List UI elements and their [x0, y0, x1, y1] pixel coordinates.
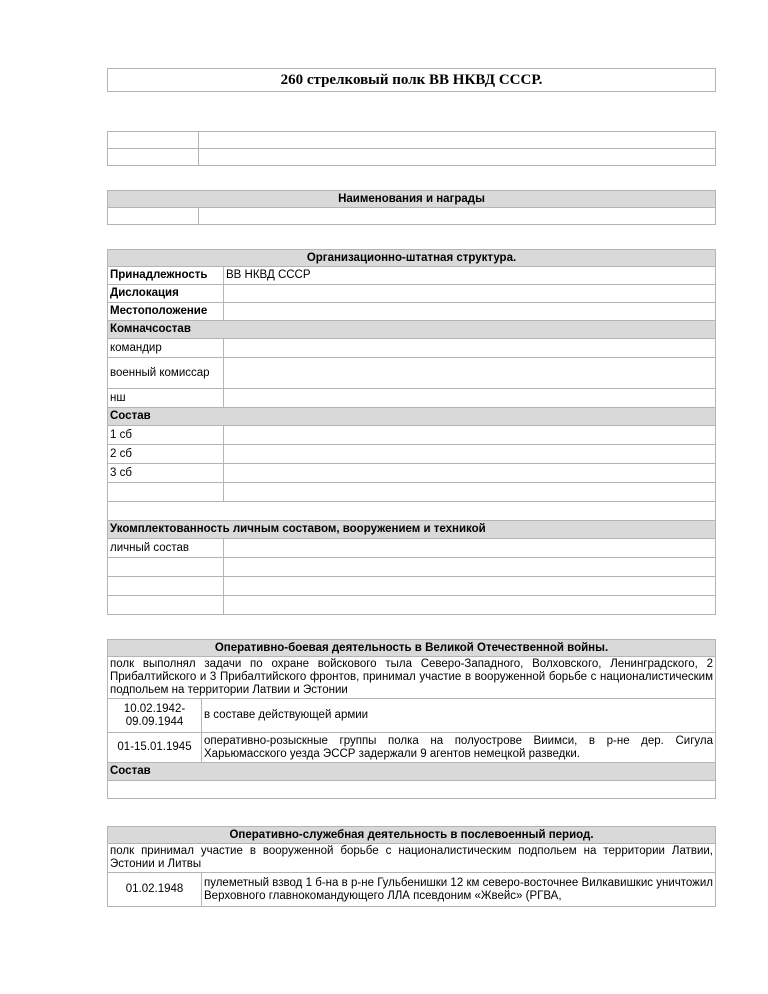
location-value — [224, 303, 716, 321]
chief-of-staff-label: нш — [108, 389, 224, 408]
names-cell — [199, 208, 716, 225]
empty-cell — [108, 596, 224, 615]
empty-cell — [224, 483, 716, 502]
names-awards-header: Наименования и награды — [108, 191, 716, 208]
postwar-table — [107, 826, 716, 907]
personnel-label: личный состав — [108, 539, 224, 558]
personnel-value — [224, 539, 716, 558]
event-text: оперативно-розыскные группы полка на полуострове Виимси, в р-не дер. Сигула Харьюмасского уезда ЭССР задержали 9 агентов немецкой разведки. — [202, 733, 716, 763]
battalion-value — [224, 426, 716, 445]
info-cell — [108, 132, 199, 149]
event-date: 10.02.1942-09.09.1944 — [108, 699, 202, 733]
empty-cell — [108, 483, 224, 502]
postwar-header: Оперативно-служебная деятельность в послевоенный период. — [108, 827, 716, 844]
empty-cell — [224, 558, 716, 577]
empty-cell — [108, 558, 224, 577]
battalion-value — [224, 464, 716, 483]
spacer-row — [108, 502, 716, 521]
dislocation-value — [224, 285, 716, 303]
command-header: Комначсостав — [108, 321, 716, 339]
composition-header: Состав — [108, 408, 716, 426]
belonging-label: Принадлежность — [108, 267, 224, 285]
location-label: Местоположение — [108, 303, 224, 321]
chief-of-staff-value — [224, 389, 716, 408]
org-structure-header: Организационно-штатная структура. — [108, 250, 716, 267]
empty-cell — [224, 596, 716, 615]
info-cell — [199, 132, 716, 149]
info-cell — [199, 149, 716, 166]
event-date: 01.02.1948 — [108, 873, 202, 907]
org-structure-table — [107, 249, 716, 615]
wartime-table — [107, 639, 716, 799]
empty-cell — [108, 577, 224, 596]
page-title: 260 стрелковый полк ВВ НКВД СССР. — [107, 68, 716, 92]
empty-row — [108, 781, 716, 799]
battalion-label: 3 сб — [108, 464, 224, 483]
commander-label: командир — [108, 339, 224, 358]
wartime-summary: полк выполнял задачи по охране войскового тыла Северо-Западного, Волховского, Ленинградского, 2 Прибалтийского и 3 Прибалтийского фронтов, принимал участие в вооруженной борьбе с националистическим подпольем на территории Латвии и Эстонии — [108, 657, 716, 699]
postwar-summary: полк принимал участие в вооруженной борьбе с националистическим подпольем на территории Латвии, Эстонии и Литвы — [108, 844, 716, 873]
event-date: 01-15.01.1945 — [108, 733, 202, 763]
names-cell — [108, 208, 199, 225]
empty-cell — [224, 577, 716, 596]
staffing-header: Укомплектованность личным составом, вооружением и техникой — [108, 521, 716, 539]
wartime-composition-header: Состав — [108, 763, 716, 781]
wartime-header: Оперативно-боевая деятельность в Великой Отечественной войны. — [108, 640, 716, 657]
commander-value — [224, 339, 716, 358]
commissar-label: военный комиссар — [108, 358, 224, 389]
dislocation-label: Дислокация — [108, 285, 224, 303]
battalion-label: 1 сб — [108, 426, 224, 445]
info-cell — [108, 149, 199, 166]
battalion-label: 2 сб — [108, 445, 224, 464]
event-text: в составе действующей армии — [202, 699, 716, 733]
event-text: пулеметный взвод 1 б-на в р-не Гульбенишки 12 км северо-восточнее Вилкавишкис уничтожил Верховного главнокомандующего ЛЛА псевдоним «Жвейс» (РГВА, — [202, 873, 716, 907]
battalion-value — [224, 445, 716, 464]
commissar-value — [224, 358, 716, 389]
names-awards-table — [107, 190, 716, 225]
info-table — [107, 131, 716, 166]
belonging-value: ВВ НКВД СССР — [224, 267, 716, 285]
